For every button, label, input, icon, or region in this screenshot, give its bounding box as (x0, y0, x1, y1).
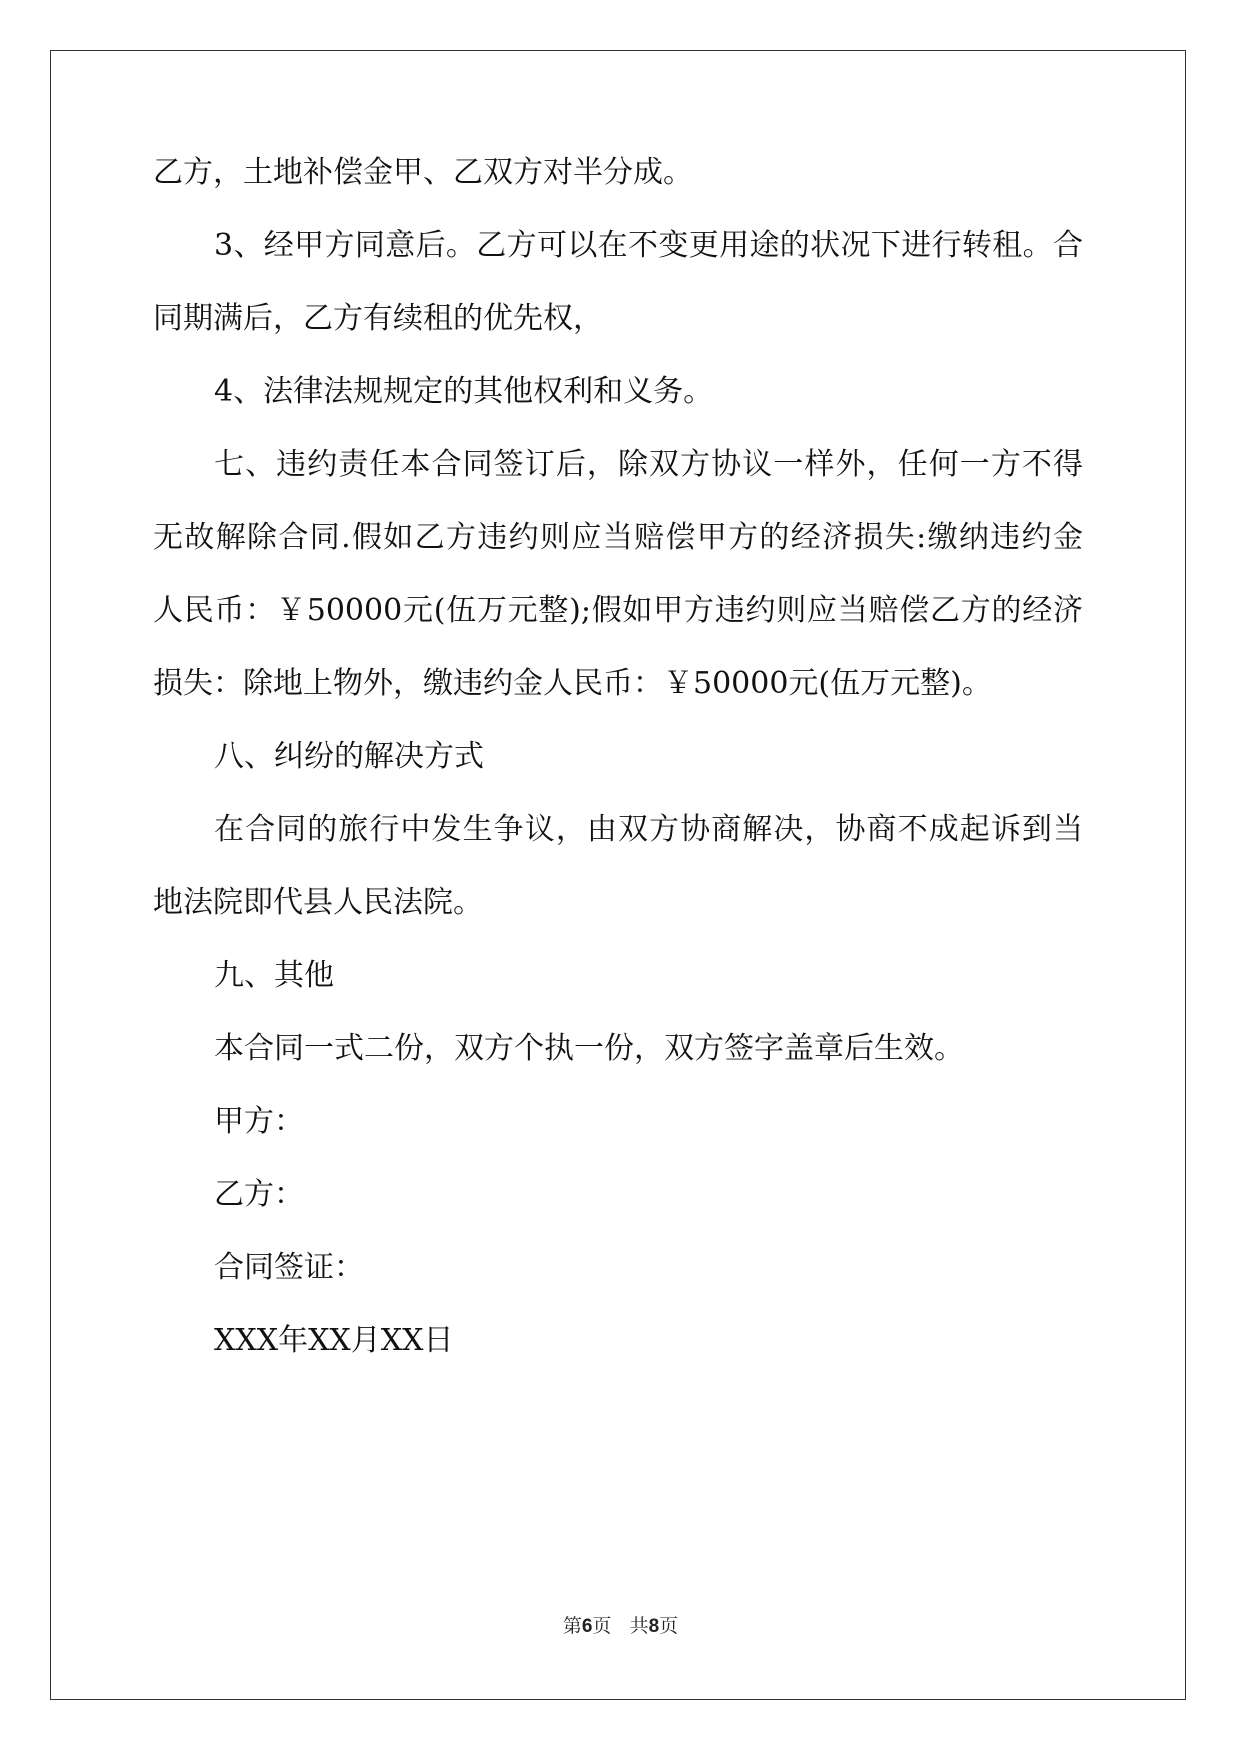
section-heading-8: 八、纠纷的解决方式 (214, 739, 484, 774)
text-line-13: 本合同一式二份，双方个执一份，双方签字盖章后生效。 (214, 1031, 964, 1066)
text-line-2: 3、经甲方同意后。乙方可以在不变更用途的状况下进行转租。合 (214, 228, 1083, 263)
text-line-6: 无故解除合同.假如乙方违约则应当赔偿甲方的经济损失:缴纳违约金 (153, 520, 1083, 555)
text-line-5: 七、违约责任本合同签订后，除双方协议一样外，任何一方不得 (214, 447, 1083, 482)
text-line-10: 在合同的旅行中发生争议，由双方协商解决，协商不成起诉到当 (214, 812, 1083, 847)
page-prefix: 第 (562, 1615, 582, 1637)
text-line-4: 4、法律法规规定的其他权利和义务。 (214, 374, 714, 409)
total-suffix: 页 (659, 1615, 679, 1637)
text-line-11: 地法院即代县人民法院。 (153, 885, 483, 920)
total-page-number: 8 (648, 1616, 660, 1637)
date-line: XXX年XX月XX日 (214, 1323, 454, 1358)
page-border (50, 50, 1186, 1700)
party-a-label: 甲方： (214, 1104, 304, 1139)
contract-visa-label: 合同签证： (214, 1250, 364, 1285)
party-b-label: 乙方： (214, 1177, 304, 1212)
text-line-8: 损失：除地上物外，缴违约金人民币：￥50000元(伍万元整)。 (153, 666, 992, 701)
text-line-1: 乙方，土地补偿金甲、乙双方对半分成。 (153, 155, 693, 190)
text-line-3: 同期满后，乙方有续租的优先权， (153, 301, 603, 336)
section-heading-9: 九、其他 (214, 958, 334, 993)
text-line-7: 人民币：￥50000元(伍万元整);假如甲方违约则应当赔偿乙方的经济 (153, 593, 1083, 628)
page-footer (0, 1614, 1241, 1639)
total-prefix: 共 (629, 1615, 649, 1637)
current-page-number: 6 (581, 1616, 593, 1637)
page-suffix: 页 (592, 1615, 612, 1637)
